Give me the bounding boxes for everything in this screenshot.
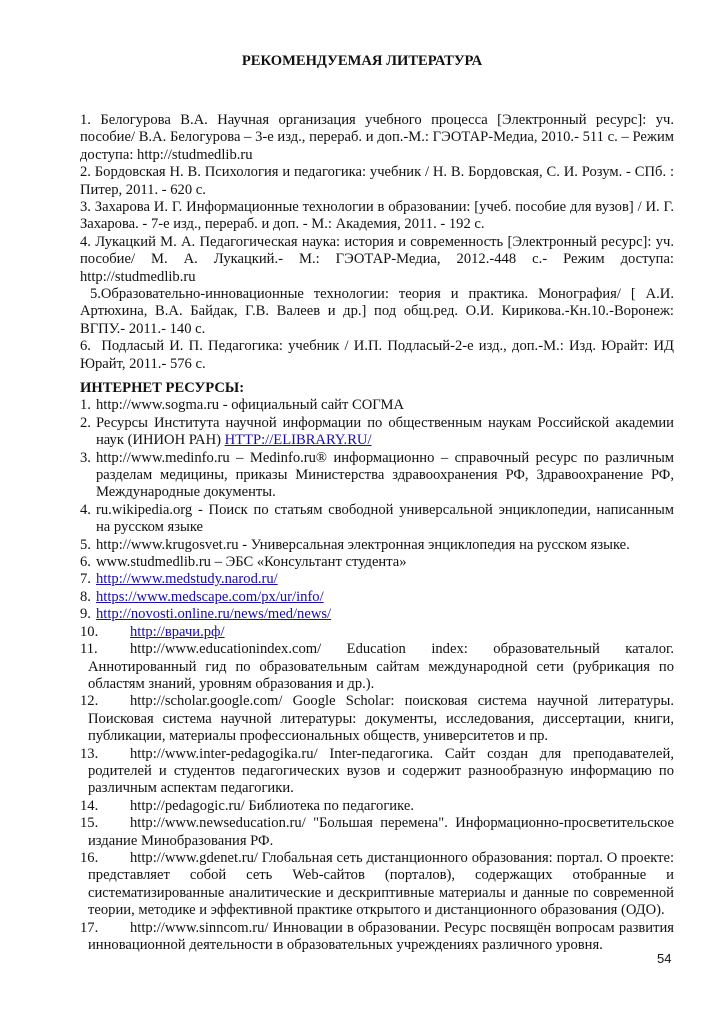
section-heading: ИНТЕРНЕТ РЕСУРСЫ: [80, 380, 245, 396]
reference-item: 2. Бордовская Н. В. Психология и педагогика: учебник / Н. В. Бордовская, С. И. Розум. - СПб. : Питер, 2011. - 620 с. [80, 164, 674, 198]
resource-description: http://scholar.google.com/ Google Scholar: поисковая система научной литературы. Поисковая система научной литературы: документы, исследования, диссертации, книги, публикации, материалы профессиональных обществ, университетов и пр. [88, 693, 674, 745]
resource-item [80, 537, 674, 554]
resource-description: http://www.sogma.ru - официальный сайт СОГМА [96, 397, 405, 414]
resource-item [80, 641, 674, 693]
page-title: РЕКОМЕНДУЕМАЯ ЛИТЕРАТУРА [241, 53, 483, 69]
resource-item [80, 606, 674, 623]
resource-description: http://www.educationindex.com/ Education index: образовательный каталог. Аннотированный гид по образовательным сайтам международной сети (рубрикация по областям знаний, уровням образования и др.). [88, 641, 674, 692]
resource-item [80, 920, 674, 955]
resource-item [80, 624, 674, 641]
resource-link[interactable]: HTTP://ELIBRARY.RU/ [224, 432, 372, 449]
item-number: 15. [80, 815, 99, 832]
resource-description: http://www.medinfo.ru – Medinfo.ru® информационно – справочный ресурс по различным разделам медицины, приказы Министерства здравоохранения РФ, Здравоохранение РФ, Международные документы. [96, 449, 674, 501]
item-number: 7. [80, 571, 91, 588]
resource-item [80, 589, 674, 606]
item-number: 1. [80, 397, 91, 414]
item-number: 14. [80, 797, 99, 814]
reference-item: 6. Подласый И. П. Педагогика: учебник / И.П. Подласый-2-е изд., доп.-М.: Изд. Юрайт: ИД Юрайт, 2011.- 576 с. [80, 338, 678, 372]
item-number: 17. [80, 919, 99, 936]
resource-link[interactable]: http://www.medstudy.narod.ru/ [96, 571, 278, 588]
reference-list [80, 112, 678, 373]
item-number: 12. [80, 693, 99, 710]
item-number: 2. [80, 414, 91, 431]
reference-item: 1. Белогурова В.А. Научная организация учебного процесса [Электронный ресурс]: уч. пособие/ В.А. Белогурова – 3-е изд., перераб. и доп.-М.: ГЭОТАР-Медиа, 2010.- 511 с. – Режим доступа: http://studmedlib.ru [80, 112, 674, 163]
resource-description: Ресурсы Института научной информации по общественным наукам Российской академии наук (ИНИОН РАН) [96, 414, 674, 449]
item-number: 11. [80, 641, 98, 658]
resource-item [80, 415, 674, 450]
item-number: 3. [80, 449, 91, 466]
item-number: 8. [80, 588, 91, 605]
resource-item [80, 397, 674, 414]
resource-item [80, 798, 674, 815]
resource-item [80, 450, 674, 502]
resource-description: http://www.krugosvet.ru - Универсальная электронная энциклопедия на русском языке. [96, 536, 630, 553]
resource-item [80, 815, 674, 850]
resource-description: http://www.newseducation.ru/ "Большая перемена". Информационно-просветительское издание Минобразования РФ. [88, 815, 674, 849]
item-number: 10. [80, 623, 99, 640]
resource-link[interactable]: http://novosti.online.ru/news/med/news/ [96, 606, 332, 623]
internet-resources [80, 380, 674, 954]
resource-item [80, 693, 674, 745]
reference-item: 4. Лукацкий М. А. Педагогическая наука: история и современность [Электронный ресурс]: уч. пособие/ М. А. Лукацкий.- М.: ГЭОТАР-Медиа, 2012.-448 с.- Режим доступа: http://studmedlib.ru [80, 233, 674, 285]
resource-item [80, 502, 674, 537]
resource-description: http://www.sinncom.ru/ Инновации в образовании. Ресурс посвящён вопросам развития инновационной деятельности в образовательных учреждениях различного уровня. [88, 919, 674, 953]
resource-link[interactable]: https://www.medscape.com/px/ur/info/ [96, 588, 324, 605]
resource-link[interactable]: http://врачи.рф/ [130, 623, 225, 640]
resource-item [80, 554, 674, 571]
resource-description: http://www.inter-pedagogika.ru/ Inter-педагогика. Сайт создан для преподавателей, родителей и студентов педагогических вузов и содержит разнообразную информацию по различным аспектам педагогики. [88, 745, 674, 797]
item-number: 16. [80, 849, 99, 866]
resource-item [80, 746, 674, 798]
item-number: 13. [80, 745, 99, 762]
resource-description: http://www.gdenet.ru/ Глобальная сеть дистанционного образования: портал. О проекте: представляет собой сеть Web-сайтов (порталов), содержащих отобранные и систематизированные аналитические и дескриптивные материалы и данные по современной теории, методике и эффективной практике открытого и дистанционного образования (ОДО). [88, 849, 674, 919]
item-number: 6. [80, 554, 91, 571]
resource-description: ru.wikipedia.org - Поиск по статьям свободной универсальной энциклопедии, написанным на русском языке [96, 501, 674, 536]
item-number: 4. [80, 501, 91, 518]
item-number: 9. [80, 606, 91, 623]
resource-description: www.studmedlib.ru – ЭБС «Консультант студента» [96, 554, 407, 571]
resource-description: http://pedagogic.ru/ Библиотека по педагогике. [130, 797, 414, 814]
page-number: 54 [657, 951, 672, 966]
resource-item [80, 571, 674, 588]
reference-item: 3. Захарова И. Г. Информационные технологии в образовании: [учеб. пособие для вузов] / И. Г. Захарова. - 7-е изд., перераб. и доп. - М.: Академия, 2011. - 192 с. [80, 199, 674, 233]
item-number: 5. [80, 536, 91, 553]
internet-resource-list [80, 397, 674, 954]
resource-item [80, 850, 674, 920]
reference-item: 5.Образовательно-инновационные технологии: теория и практика. Монография/ [ А.И. Артюхина, В.А. Байдак, Г.В. Валеев и др.] под общ.ред. О.И. Кирикова.-Кн.10.-Воронеж: ВГПУ.- 2011.- 140 с. [80, 286, 678, 337]
